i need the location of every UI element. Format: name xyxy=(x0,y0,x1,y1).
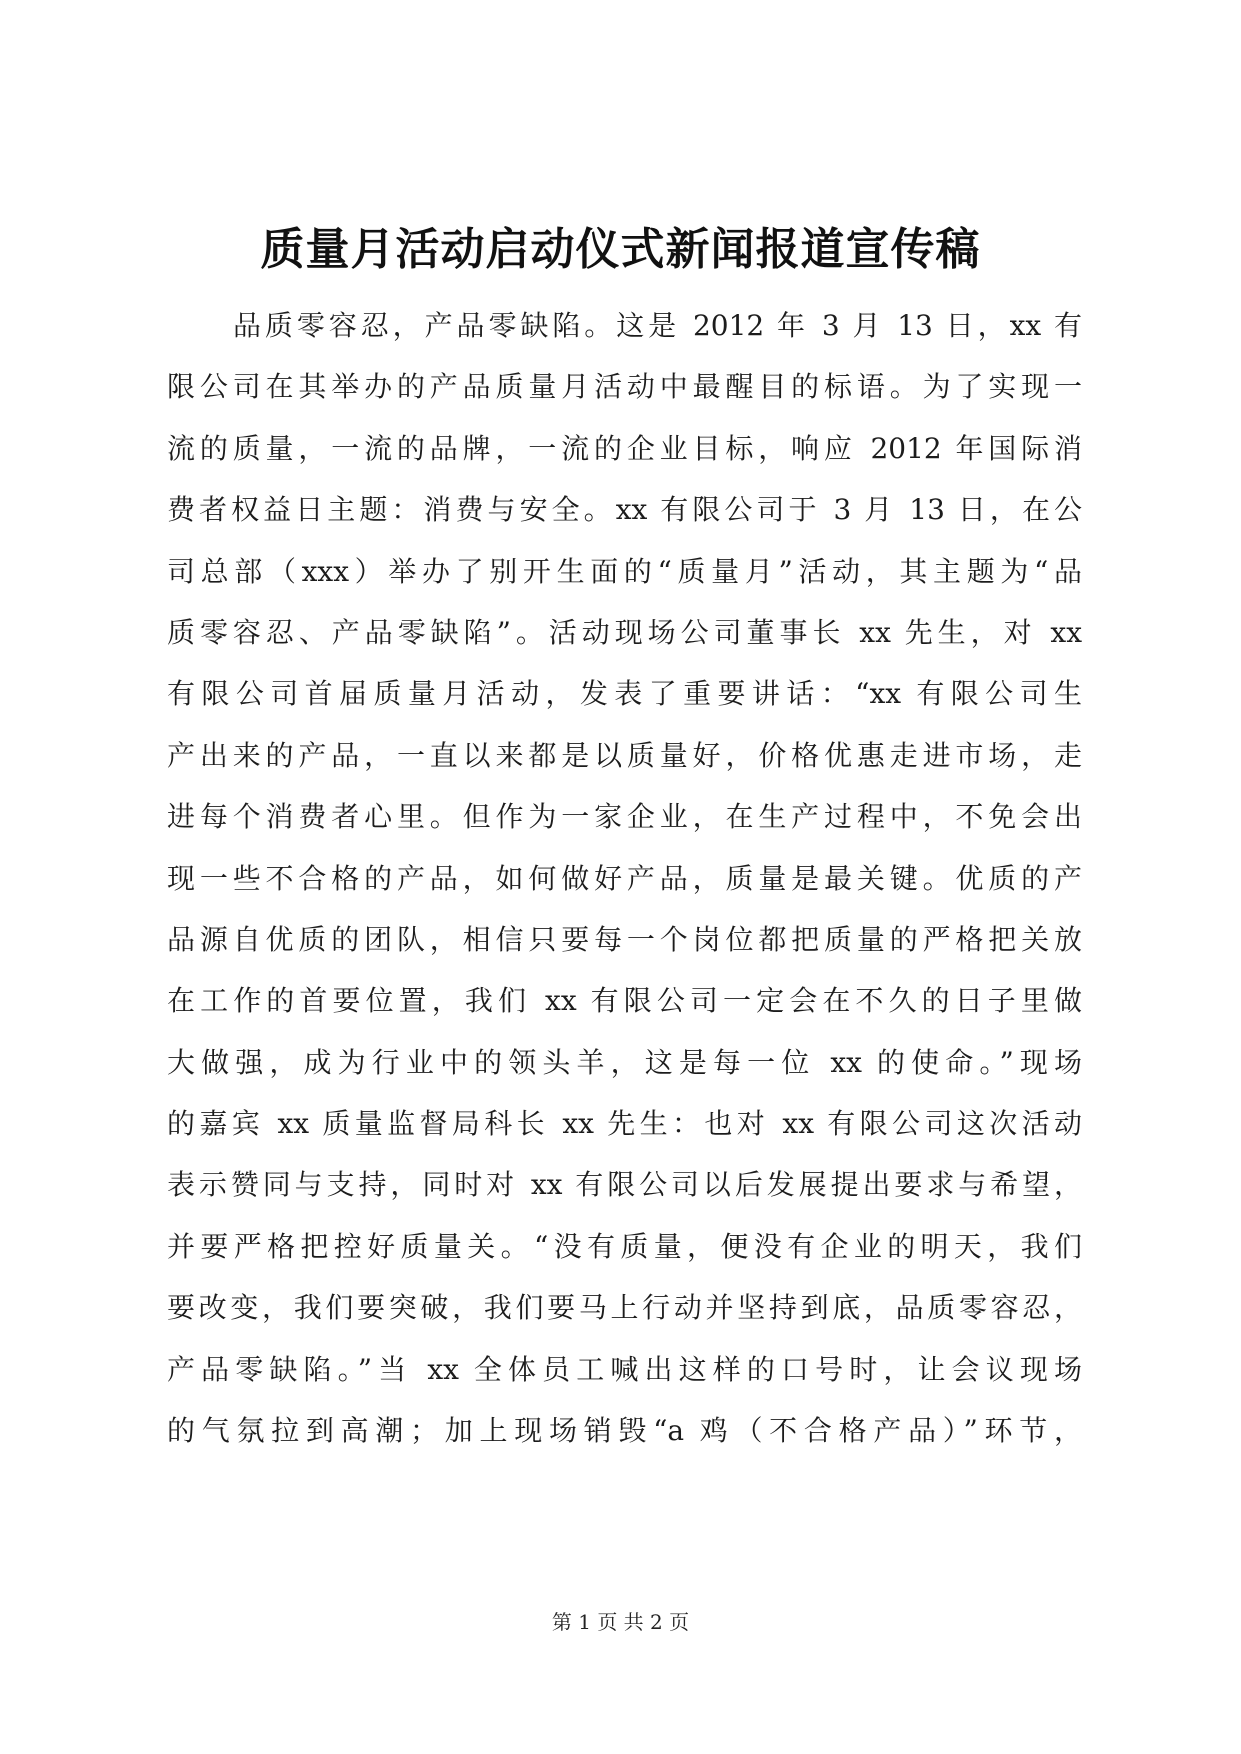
body-line: 产品零缺陷。”当 xx 全体员工喊出这样的口号时，让会议现场 xyxy=(167,1352,1082,1386)
body-line: 要改变，我们要突破，我们要马上行动并坚持到底，品质零容忍， xyxy=(167,1291,1082,1325)
body-line: 流的质量，一流的品牌，一流的企业目标，响应 2012 年国际消 xyxy=(167,431,1082,465)
document-title: 质量月活动启动仪式新闻报道宣传稿 xyxy=(260,224,981,275)
body-line: 有限公司首届质量月活动，发表了重要讲话：“xx 有限公司生 xyxy=(167,677,1082,711)
page-number-footer: 第 1 页 共 2 页 xyxy=(551,1610,690,1634)
body-line: 并要严格把控好质量关。“没有质量，便没有企业的明天，我们 xyxy=(167,1229,1082,1263)
body-line: 在工作的首要位置，我们 xx 有限公司一定会在不久的日子里做 xyxy=(167,984,1082,1018)
body-line: 司总部（xxx）举办了别开生面的“质量月”活动，其主题为“品 xyxy=(167,554,1082,588)
body-line: 产出来的产品，一直以来都是以质量好，价格优惠走进市场，走 xyxy=(167,738,1082,772)
body-line: 质零容忍、产品零缺陷”。活动现场公司董事长 xx 先生，对 xx xyxy=(167,615,1082,649)
body-line: 的嘉宾 xx 质量监督局科长 xx 先生：也对 xx 有限公司这次活动 xyxy=(167,1107,1082,1141)
body-line: 大做强，成为行业中的领头羊，这是每一位 xx 的使命。”现场 xyxy=(167,1045,1082,1079)
body-line: 品源自优质的团队，相信只要每一个岗位都把质量的严格把关放 xyxy=(167,922,1082,956)
body-line: 表示赞同与支持，同时对 xx 有限公司以后发展提出要求与希望， xyxy=(167,1168,1082,1202)
body-line: 的气氛拉到高潮；加上现场销毁“a 鸡（不合格产品）”环节， xyxy=(167,1414,1082,1448)
body-line: 进每个消费者心里。但作为一家企业，在生产过程中，不免会出 xyxy=(167,800,1082,834)
body-line: 品质零容忍，产品零缺陷。这是 2012 年 3 月 13 日，xx 有 xyxy=(233,309,1082,342)
document-body xyxy=(167,295,1082,1461)
body-line: 费者权益日主题：消费与安全。xx 有限公司于 3 月 13 日，在公 xyxy=(167,493,1082,527)
body-line: 限公司在其举办的产品质量月活动中最醒目的标语。为了实现一 xyxy=(167,370,1082,404)
body-line: 现一些不合格的产品，如何做好产品，质量是最关键。优质的产 xyxy=(167,861,1082,895)
